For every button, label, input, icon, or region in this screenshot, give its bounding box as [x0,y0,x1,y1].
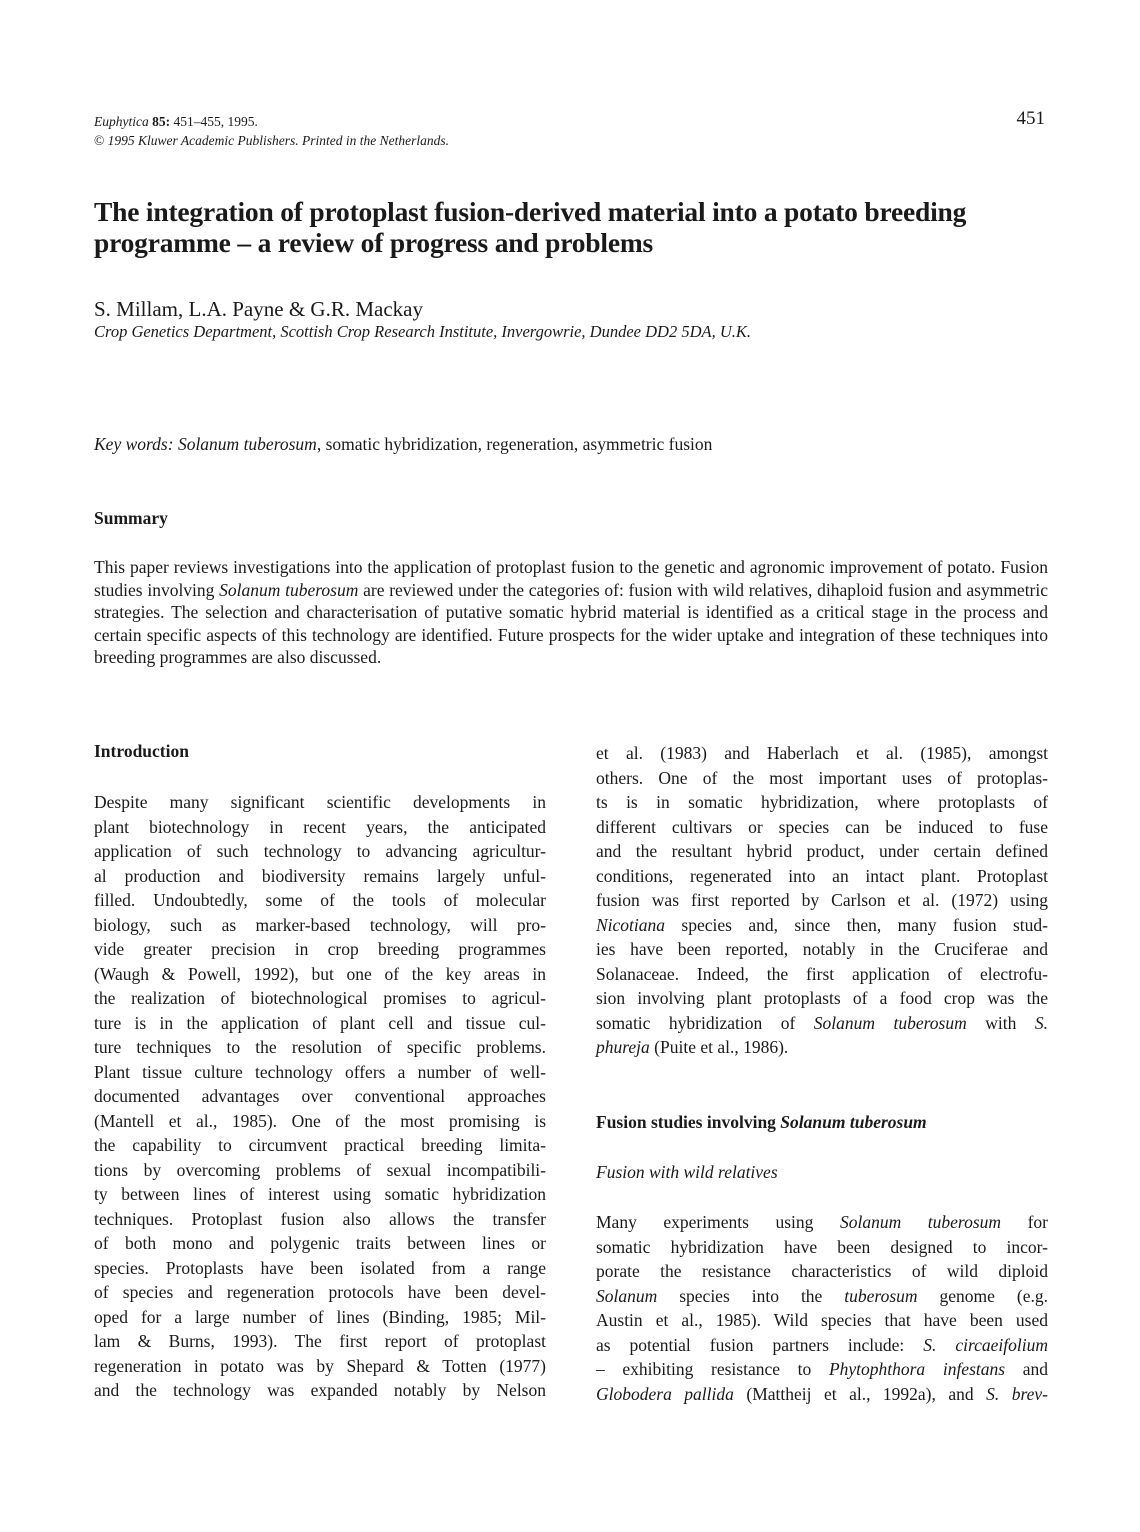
species-name: S. [1034,1012,1048,1033]
body-line [596,1333,1048,1358]
title-line-1: The integration of protoplast fusion-derived material into a potato breeding [94,196,967,227]
body-line [596,913,1048,938]
species-name: Globodera pallida [596,1383,734,1404]
intro-line: application of such technology to advancing agricultur- [94,841,546,861]
body-line: Austin et al., 1985). Wild species that have been used [596,1310,1048,1330]
intro-line: Despite many significant scientific developments in [94,792,546,812]
genus-name: Solanum [596,1285,658,1306]
citation-line [94,112,449,131]
fusion-studies-heading [596,1112,927,1133]
summary-text-2: are reviewed under the categories of: fusion with wild relatives, dihaploid fusion and asymmetric strategies. The selection and characterisation of putative somatic hybrid material is identified as a critical stage in the process and certain specific aspects of this technology are identified. Future prospects for the wider uptake and integration of these techniques into breeding programmes are also discussed. [94,579,1049,668]
body-line [596,1210,1048,1235]
summary-paragraph [94,556,1048,669]
wild-relatives-body [596,1210,1048,1406]
heading-text: Fusion studies involving [596,1112,781,1132]
body-line [596,1284,1048,1309]
body-line: fusion was first reported by Carlson et al. (1972) using [596,890,1048,910]
journal-name: Euphytica [94,114,149,129]
body-line: different cultivars or species can be induced to fuse [596,816,1048,837]
intro-line: species. Protoplasts have been isolated from a range [94,1257,546,1278]
intro-line: regeneration in potato was by Shepard & Totten (1977) [94,1355,546,1376]
copyright-text: 1995 Kluwer Academic Publishers. Printed in the Netherlands. [107,133,449,148]
body-text: as potential fusion partners include: [596,1334,924,1355]
intro-line: (Waugh & Powell, 1992), but one of the key areas in [94,963,546,984]
intro-line: (Mantell et al., 1985). One of the most promising is [94,1110,546,1131]
intro-line: oped for a large number of lines (Binding, 1985; Mil- [94,1306,546,1327]
species-name: Solanum tuberosum [839,1212,1002,1232]
species-name: Solanum tuberosum [813,1012,967,1033]
volume: 85: [152,114,171,129]
intro-line: techniques. Protoplast fusion also allows the transfer [94,1208,546,1229]
authors: S. Millam, L.A. Payne & G.R. Mackay [94,297,423,321]
pages-year: 451–455, 1995. [173,114,258,129]
copyright-symbol: © [94,133,105,148]
introduction-heading: Introduction [94,741,189,761]
body-line: porate the resistance characteristics of wild diploid [596,1261,1048,1281]
body-text: with [966,1012,1035,1033]
body-line: ies have been reported, notably in the Cruciferae and [596,939,1048,959]
body-line: et al. (1983) and Haberlach et al. (1985), amongst [596,743,1048,763]
summary-italic: Solanum tuberosum [219,579,359,600]
keywords-italic: Solanum tuberosum [177,434,317,454]
intro-line: ty between lines of interest using somatic hybridization [94,1184,546,1204]
species-name: S. brev- [986,1383,1048,1404]
body-text: somatic hybridization of [596,1012,814,1033]
species-name: phureja [596,1037,650,1057]
introduction-body [94,790,546,1403]
keywords [94,434,712,455]
body-line: sion involving plant protoplasts of a food crop was the [596,988,1048,1008]
body-text: genome (e.g. [917,1285,1048,1306]
body-text: – exhibiting resistance to [596,1359,829,1379]
intro-line: the capability to circumvent practical breeding limita- [94,1135,546,1155]
body-line: Solanaceae. Indeed, the first application of electrofu- [596,963,1048,984]
species-name: Phytophthora infestans [828,1359,1006,1379]
body-line: and the resultant hybrid product, under certain defined [596,841,1048,861]
intro-line: biology, such as marker-based technology, will pro- [94,914,546,935]
copyright-line [94,131,449,150]
body-line: ts is in somatic hybridization, where protoplasts of [596,792,1048,812]
article-title [94,196,1054,258]
body-text: species into the [657,1285,845,1306]
intro-line: vide greater precision in crop breeding programmes [94,939,546,959]
title-line-2: programme – a review of progress and problems [94,227,654,258]
wild-relatives-subheading: Fusion with wild relatives [596,1162,778,1182]
body-text: Many experiments using [596,1212,840,1232]
intro-line: of species and regeneration protocols have been devel- [94,1282,546,1302]
intro-line: documented advantages over conventional approaches [94,1086,546,1106]
intro-line: tions by overcoming problems of sexual incompatibili- [94,1159,546,1180]
intro-line: ture techniques to the resolution of specific problems. [94,1037,546,1057]
intro-line: the realization of biotechnological promises to agricul- [94,988,546,1008]
body-line: conditions, regenerated into an intact plant. Protoplast [596,865,1048,886]
body-line: somatic hybridization have been designed to incor- [596,1236,1048,1257]
intro-line: al production and biodiversity remains largely unful- [94,865,546,886]
intro-line: lam & Burns, 1993). The first report of protoplast [94,1331,546,1351]
body-line [596,1357,1048,1382]
body-line: others. One of the most important uses of protoplas- [596,767,1048,788]
keywords-label: Key words: [94,434,174,454]
right-column-body [596,741,1048,1060]
journal-header [94,112,449,150]
species-name: tuberosum [844,1285,918,1306]
body-text: for [1001,1212,1048,1232]
affiliation: Crop Genetics Department, Scottish Crop Research Institute, Invergowrie, Dundee DD2 5DA, U.K. [94,322,751,341]
intro-line: plant biotechnology in recent years, the anticipated [94,816,546,837]
intro-line: Plant tissue culture technology offers a number of well- [94,1061,546,1082]
body-text: (Puite et al., 1986). [649,1037,789,1057]
page-number: 451 [1016,108,1045,129]
summary-heading: Summary [94,508,168,528]
species-name: S. circaeifolium [923,1334,1048,1355]
body-line [596,1382,1048,1407]
intro-line: filled. Undoubtedly, some of the tools of molecular [94,890,546,910]
body-text: species and, since then, many fusion stud- [665,914,1048,935]
intro-line: and the technology was expanded notably by Nelson [94,1380,546,1400]
body-line [596,1035,1048,1060]
genus-nicotiana: Nicotiana [596,914,666,935]
body-text: (Mattheij et al., 1992a), and [733,1383,987,1404]
body-line [596,1011,1048,1036]
summary-text-1: This paper reviews investigations into the application of protoplast fusion to the genetic and agronomic improvement of potato. Fusion studies involving [94,557,1048,600]
body-text: and [1005,1359,1048,1379]
intro-line: of both mono and polygenic traits between lines or [94,1233,546,1253]
intro-line: ture is in the application of plant cell and tissue cul- [94,1012,546,1033]
keywords-rest: , somatic hybridization, regeneration, asymmetric fusion [316,434,713,454]
heading-italic: Solanum tuberosum [780,1112,927,1132]
